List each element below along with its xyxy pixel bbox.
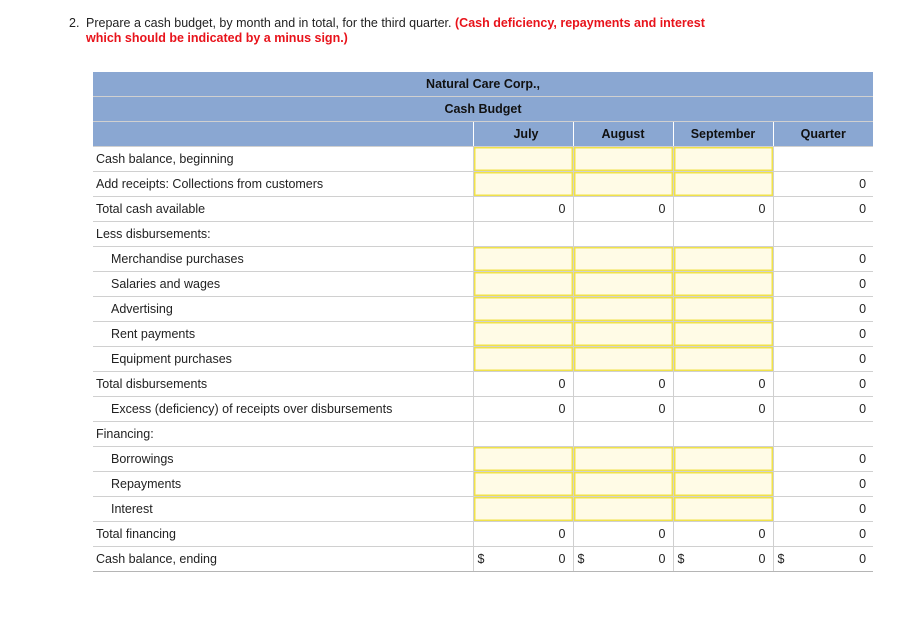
input-interest-august[interactable] — [573, 497, 673, 522]
input-borrowings-august[interactable] — [573, 447, 673, 472]
value-ending-august — [573, 547, 673, 572]
question-note: (Cash deficiency, repayments and interest which should be indicated by a minus sign.) — [86, 16, 705, 45]
row-label: Cash balance, ending — [93, 547, 473, 572]
column-header-july: July — [473, 122, 573, 147]
input-rent-july[interactable] — [473, 322, 573, 347]
value-ending-september — [673, 547, 773, 572]
row-borrowings — [93, 447, 873, 472]
value-total-fin-september: 0 — [673, 522, 773, 547]
dollar-sign: $ — [477, 552, 485, 566]
row-merchandise-purchases — [93, 247, 873, 272]
value-total-disb-july: 0 — [473, 372, 573, 397]
row-total-disbursements — [93, 372, 873, 397]
cell-value: 0 — [558, 552, 566, 566]
input-repayments-august[interactable] — [573, 472, 673, 497]
input-equipment-july[interactable] — [473, 347, 573, 372]
input-beginning-august[interactable] — [573, 147, 673, 172]
column-header-quarter: Quarter — [773, 122, 873, 147]
value-total-available-september: 0 — [673, 197, 773, 222]
value-total-fin-august: 0 — [573, 522, 673, 547]
cell-value: 0 — [758, 552, 766, 566]
row-label: Total cash available — [93, 197, 473, 222]
section-label: Financing: — [93, 422, 473, 447]
row-label: Merchandise purchases — [93, 247, 473, 272]
row-label: Equipment purchases — [93, 347, 473, 372]
input-interest-september[interactable] — [673, 497, 773, 522]
input-beginning-july[interactable] — [473, 147, 573, 172]
row-interest — [93, 497, 873, 522]
value-interest-quarter: 0 — [773, 497, 873, 522]
input-advertising-september[interactable] — [673, 297, 773, 322]
cell-value: 0 — [658, 552, 666, 566]
row-financing — [93, 422, 873, 447]
row-total-financing — [93, 522, 873, 547]
question-number: 2. — [69, 16, 80, 30]
row-rent-payments — [93, 322, 873, 347]
value-merch-quarter: 0 — [773, 247, 873, 272]
row-label: Borrowings — [93, 447, 473, 472]
row-cash-balance-beginning — [93, 147, 873, 172]
row-label: Cash balance, beginning — [93, 147, 473, 172]
value-collections-quarter: 0 — [773, 172, 873, 197]
value-excess-september: 0 — [673, 397, 773, 422]
input-repayments-september[interactable] — [673, 472, 773, 497]
row-label: Advertising — [93, 297, 473, 322]
value-excess-quarter: 0 — [773, 397, 873, 422]
value-ending-july — [473, 547, 573, 572]
value-total-available-quarter: 0 — [773, 197, 873, 222]
value-excess-august: 0 — [573, 397, 673, 422]
row-less-disbursements — [93, 222, 873, 247]
row-repayments — [93, 472, 873, 497]
company-name: Natural Care Corp., — [93, 72, 873, 97]
input-merch-september[interactable] — [673, 247, 773, 272]
input-salaries-august[interactable] — [573, 272, 673, 297]
row-label: Total financing — [93, 522, 473, 547]
value-total-fin-july: 0 — [473, 522, 573, 547]
value-excess-july: 0 — [473, 397, 573, 422]
input-borrowings-july[interactable] — [473, 447, 573, 472]
row-cash-balance-ending — [93, 547, 873, 572]
question-text: Prepare a cash budget, by month and in total, for the third quarter. — [86, 16, 452, 30]
cell-value: 0 — [859, 552, 867, 566]
input-equipment-september[interactable] — [673, 347, 773, 372]
row-label: Repayments — [93, 472, 473, 497]
input-repayments-july[interactable] — [473, 472, 573, 497]
input-interest-july[interactable] — [473, 497, 573, 522]
input-salaries-september[interactable] — [673, 272, 773, 297]
value-borrowings-quarter: 0 — [773, 447, 873, 472]
dollar-sign: $ — [577, 552, 585, 566]
row-label: Interest — [93, 497, 473, 522]
input-collections-july[interactable] — [473, 172, 573, 197]
input-rent-august[interactable] — [573, 322, 673, 347]
input-collections-september[interactable] — [673, 172, 773, 197]
question-prompt — [69, 16, 729, 46]
row-excess-deficiency — [93, 397, 873, 422]
input-rent-september[interactable] — [673, 322, 773, 347]
row-label: Salaries and wages — [93, 272, 473, 297]
column-header-september: September — [673, 122, 773, 147]
value-rent-quarter: 0 — [773, 322, 873, 347]
input-collections-august[interactable] — [573, 172, 673, 197]
value-total-disb-august: 0 — [573, 372, 673, 397]
row-label: Total disbursements — [93, 372, 473, 397]
input-merch-july[interactable] — [473, 247, 573, 272]
input-advertising-august[interactable] — [573, 297, 673, 322]
column-header-august: August — [573, 122, 673, 147]
row-total-cash-available — [93, 197, 873, 222]
value-repayments-quarter: 0 — [773, 472, 873, 497]
row-salaries-wages — [93, 272, 873, 297]
input-salaries-july[interactable] — [473, 272, 573, 297]
value-total-fin-quarter: 0 — [773, 522, 873, 547]
value-total-disb-september: 0 — [673, 372, 773, 397]
value-total-available-august: 0 — [573, 197, 673, 222]
value-salaries-quarter: 0 — [773, 272, 873, 297]
input-merch-august[interactable] — [573, 247, 673, 272]
section-label: Less disbursements: — [93, 222, 473, 247]
input-equipment-august[interactable] — [573, 347, 673, 372]
dollar-sign: $ — [777, 552, 785, 566]
row-equipment-purchases — [93, 347, 873, 372]
row-label: Excess (deficiency) of receipts over disbursements — [93, 397, 473, 422]
value-equipment-quarter: 0 — [773, 347, 873, 372]
dollar-sign: $ — [677, 552, 685, 566]
row-collections — [93, 172, 873, 197]
row-label: Add receipts: Collections from customers — [93, 172, 473, 197]
input-beginning-september[interactable] — [673, 147, 773, 172]
row-advertising — [93, 297, 873, 322]
budget-title: Cash Budget — [93, 97, 873, 122]
label-column-header — [93, 122, 473, 147]
input-borrowings-september[interactable] — [673, 447, 773, 472]
value-total-disb-quarter: 0 — [773, 372, 873, 397]
value-advertising-quarter: 0 — [773, 297, 873, 322]
value-beginning-quarter — [773, 147, 873, 172]
row-label: Rent payments — [93, 322, 473, 347]
input-advertising-july[interactable] — [473, 297, 573, 322]
cash-budget-table — [93, 72, 873, 572]
value-total-available-july: 0 — [473, 197, 573, 222]
value-ending-quarter — [773, 547, 873, 572]
